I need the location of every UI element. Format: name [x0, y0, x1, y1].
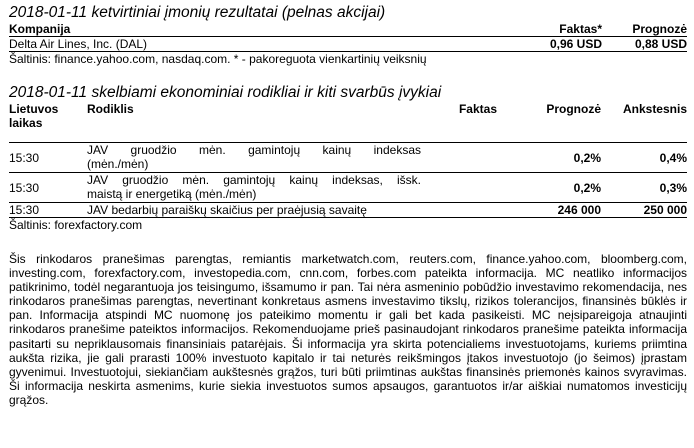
document — [9, 4, 687, 407]
indicator-row — [9, 143, 687, 173]
col-time-line2: laikas — [9, 116, 43, 130]
row-indicator-line1: JAV gruodžio mėn. gamintojų kainų indeksas — [87, 143, 421, 157]
disclaimer: Šis rinkodaros pranešimas parengtas, remiantis marketwatch.com, reuters.com, finance.yahoo.com, bloomberg.com, investing.com, forexfactory.com, investopedia.com, cnn.com, forbes.com pateikta informacija. MC neatliko informacijos patikrinimo, todėl negarantuoja jos teisingumo, išsamumo ir pan. Tai nėra asmeninio pobūdžio investavimo rekomendacija, nes rinkodaros pranešimas parengtas, nevertinant konkretaus asmens investavimo tikslų, rizikos tolerancijos, finansinės būklės ir pan. Informacija atspindi MC nuomonę jos pateikimo momentu ir gali bet kada pasikeisti. MC neįsipareigoja atnaujinti rinkodaros pranešime pateiktos informacijos. Rekomenduojame prieš pasinaudojant rinkodaros pranešime pateikta informacija pasitarti su nepriklausomais finansiniais patarėjais. Ši informacija yra skirta potencialiems investuotojams, kuriems priimtina aukšta rizika, jie gali prarasti 100% investuoto kapitalo ir tai neturės reikšmingos įtakos investuotojo (jo šeimos) įprastam gyvenimui. Investuotojui, siekiančiam aukštesnės grąžos, turi būti priimtinas aukštas finansinės priemonės kainos svyravimas. Ši informacija neskirta asmenims, kurie siekia investuotos sumos apsaugos, garantuotos ir/ar aiškiai numatomos investicijų grąžos. — [9, 252, 687, 407]
row-previous: 0,3% — [659, 181, 687, 195]
row-indicator: JAV bedarbių paraiškų skaičius per praėjusią savaitę — [87, 203, 367, 217]
col-previous: Ankstesnis — [622, 102, 687, 116]
col-company: Kompanija — [9, 22, 71, 36]
indicator-row — [9, 203, 687, 218]
earnings-table — [9, 22, 687, 52]
row-indicator-line1: JAV gruodžio mėn. gamintojų kainų indeksas, išsk. — [87, 173, 421, 187]
earnings-header-row — [9, 22, 687, 37]
row-indicator-line2: (mėn./mėn) — [87, 157, 149, 171]
eps-forecast: 0,88 USD — [634, 37, 687, 51]
row-previous: 0,4% — [659, 151, 687, 165]
indicator-row — [9, 173, 687, 203]
row-forecast: 246 000 — [557, 203, 601, 217]
row-indicator — [87, 173, 421, 201]
row-time: 15:30 — [9, 203, 40, 217]
indicators-table — [9, 102, 687, 218]
col-actual: Faktas* — [559, 22, 602, 36]
eps-actual: 0,96 USD — [549, 37, 602, 51]
row-forecast: 0,2% — [573, 181, 601, 195]
row-forecast: 0,2% — [573, 151, 601, 165]
row-time: 15:30 — [9, 181, 40, 195]
col-time-line1: Lietuvos — [9, 102, 59, 116]
col-indicator: Rodiklis — [87, 102, 134, 116]
col-time — [9, 102, 58, 130]
earnings-row — [9, 37, 687, 52]
col-forecast2: Prognozė — [546, 102, 601, 116]
col-fact: Faktas — [458, 102, 497, 116]
row-time: 15:30 — [9, 151, 40, 165]
row-previous: 250 000 — [643, 203, 687, 217]
row-indicator-line2: maistą ir energetiką (mėn./mėn) — [87, 187, 257, 201]
row-indicator — [87, 143, 421, 171]
indicators-title: 2018-01-11 skelbiami ekonominiai rodikliai ir kiti svarbūs įvykiai — [9, 84, 442, 101]
col-forecast: Prognozė — [632, 22, 687, 36]
earnings-title: 2018-01-11 ketvirtiniai įmonių rezultatai (pelnas akcijai) — [9, 4, 386, 21]
indicators-header-row — [9, 102, 687, 143]
indicators-source: Šaltinis: forexfactory.com — [9, 218, 143, 232]
company-name: Delta Air Lines, Inc. (DAL) — [9, 37, 148, 51]
earnings-source: Šaltinis: finance.yahoo.com, nasdaq.com. * - pakoreguota vienkartinių veiksnių — [9, 52, 427, 66]
